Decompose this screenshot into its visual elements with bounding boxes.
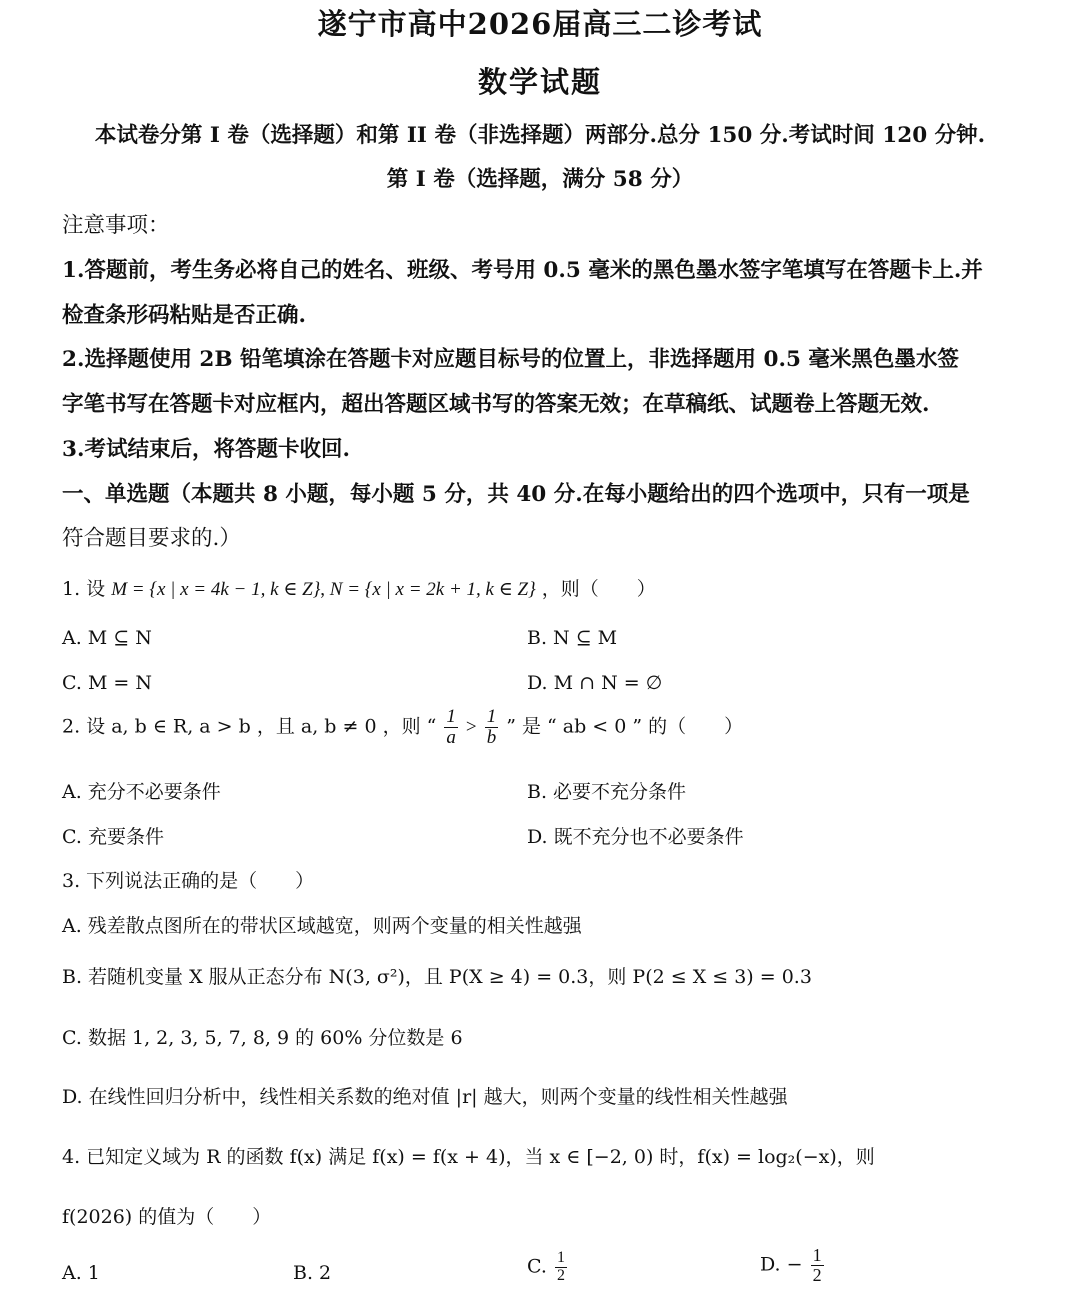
question-4-option-b: B. 2	[293, 1262, 332, 1284]
question-4-stem-line-1: 4. 已知定义域为 R 的函数 f(x) 满足 f(x) = f(x + 4)，当 x ∈ [−2, 0) 时，f(x) = log₂(−x)，则	[62, 1146, 875, 1168]
question-1-prefix: 1. 设	[62, 578, 106, 600]
fraction-one-half: $\frac{1}{2}$	[556, 1249, 565, 1284]
question-2-option-a: A. 充分不必要条件	[62, 781, 221, 803]
notice-line-2: 检查条形码粘贴是否正确.	[62, 303, 306, 328]
notice-line-4: 字笔书写在答题卡对应框内，超出答题区域书写的答案无效；在草稿纸、试题卷上答题无效.	[62, 392, 930, 417]
fraction-negative-one-half: $\frac{1}{2}$	[812, 1245, 822, 1285]
question-1-option-a: A. M ⊆ N	[62, 627, 152, 649]
question-2-option-d: D. 既不充分也不必要条件	[527, 826, 744, 848]
fraction-one-over-a: $\frac{1}{a}$	[446, 706, 456, 748]
question-1-set-n: N = {x | x = 2k + 1, k ∈ Z}	[329, 579, 536, 600]
question-1-set-m: M = {x | x = 4k − 1, k ∈ Z}	[111, 579, 321, 600]
question-1-suffix: ，则（ ）	[541, 578, 656, 600]
question-4-stem-line-2: f(2026) 的值为（ ）	[62, 1206, 272, 1228]
question-3-option-a: A. 残差散点图所在的带状区域越宽，则两个变量的相关性越强	[62, 915, 582, 937]
question-3-option-b: B. 若随机变量 X 服从正态分布 N(3, σ²)，且 P(X ≥ 4) = 0.3，则 P(2 ≤ X ≤ 3) = 0.3	[62, 966, 812, 988]
question-2-prefix: 2. 设 a, b ∈ R, a > b ，且 a, b ≠ 0 ，则 “	[62, 715, 437, 738]
question-1-option-b: B. N ⊆ M	[527, 627, 618, 649]
question-1-stem: 1. 设 M = {x | x = 4k − 1, k ∈ Z}, N = {x | x = 2k + 1, k ∈ Z} ，则（ ）	[62, 578, 656, 600]
part-heading: 第 I 卷（选择题，满分 58 分）	[386, 167, 694, 192]
question-4-option-d: D. − $\frac{1}{2}$	[760, 1245, 822, 1285]
notice-line-3: 2.选择题使用 2B 铅笔填涂在答题卡对应题目标号的位置上，非选择题用 0.5 毫米黑色墨水签	[62, 347, 959, 372]
exam-title: 遂宁市高中2026届高三二诊考试	[317, 7, 763, 41]
exam-intro: 本试卷分第 I 卷（选择题）和第 II 卷（非选择题）两部分.总分 150 分.考试时间 120 分钟.	[94, 123, 986, 148]
question-2-option-c: C. 充要条件	[62, 826, 164, 848]
fraction-one-over-b: $\frac{1}{b}$	[486, 706, 497, 748]
notice-line-1: 1.答题前，考生务必将自己的姓名、班级、考号用 0.5 毫米的黑色墨水签字笔填写在答题卡上.并	[62, 258, 983, 283]
notice-heading: 注意事项：	[62, 213, 170, 238]
question-2-suffix: ” 是 “ ab < 0 ” 的（ ）	[506, 715, 744, 738]
question-2-stem: 2. 设 a, b ∈ R, a > b ，且 a, b ≠ 0 ，则 “ $\frac{1}{a}$ > $\frac{1}{b}$ ” 是 “ ab < 0 ” 的（ ）	[62, 706, 744, 748]
notice-line-5: 3.考试结束后，将答题卡收回.	[62, 437, 350, 462]
question-3-option-d: D. 在线性回归分析中，线性相关系数的绝对值 |r| 越大，则两个变量的线性相关性越强	[62, 1086, 788, 1108]
question-1-option-c: C. M = N	[62, 672, 153, 694]
question-3-option-c: C. 数据 1, 2, 3, 5, 7, 8, 9 的 60% 分位数是 6	[62, 1027, 463, 1049]
exam-subtitle: 数学试题	[477, 65, 602, 99]
question-4-option-a: A. 1	[62, 1262, 100, 1284]
question-4-option-c: C. $\frac{1}{2}$	[527, 1249, 565, 1284]
section-heading-line-2: 符合题目要求的.）	[62, 526, 241, 551]
section-heading-line-1: 一、单选题（本题共 8 小题，每小题 5 分，共 40 分.在每小题给出的四个选项中，只有一项是	[62, 482, 970, 507]
question-1-option-d: D. M ∩ N = ∅	[527, 672, 663, 694]
question-2-option-b: B. 必要不充分条件	[527, 781, 687, 803]
question-3-stem: 3. 下列说法正确的是（ ）	[62, 870, 315, 892]
